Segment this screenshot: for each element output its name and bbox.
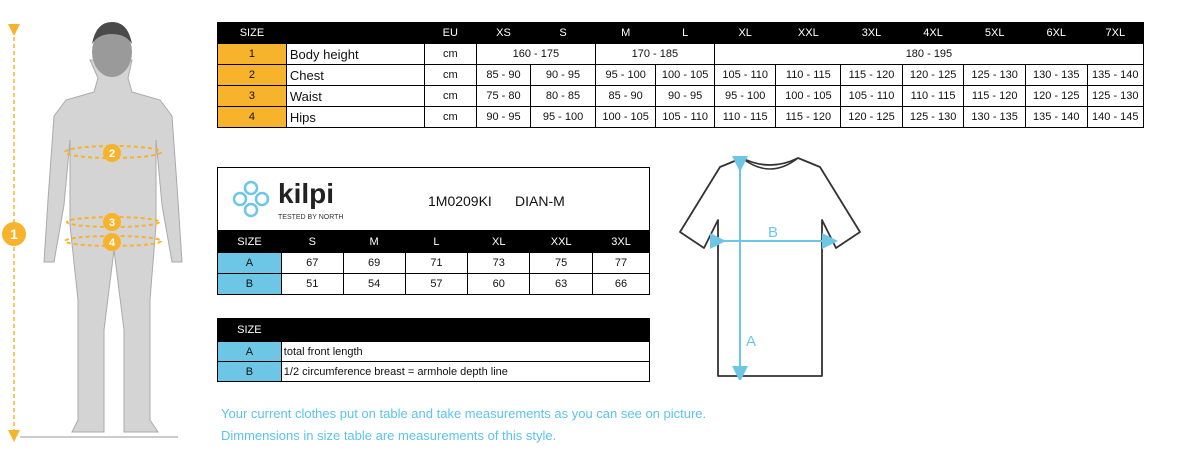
marker-4 [103,233,121,251]
legend-table-header [218,319,650,342]
cell: 85 - 90 [476,65,530,86]
tshirt-diagram [670,150,870,380]
cell: 105 - 110 [841,86,903,107]
body-figure [0,0,200,466]
row-unit: cm [424,107,476,128]
cell: 115 - 120 [964,86,1026,107]
header-3xl: 3XL [841,23,903,44]
cell: 115 - 120 [841,65,903,86]
cell: 140 - 145 [1087,107,1143,128]
cell: 130 - 135 [1025,65,1087,86]
row-unit: cm [424,44,476,65]
table-row-body-height [218,44,1144,65]
spec-table-header [218,232,650,253]
row-unit: cm [424,65,476,86]
marker-3 [103,213,121,231]
product-code: 1M0209KI [428,193,492,209]
cell: 100 - 105 [595,107,656,128]
header-5xl: 5XL [964,23,1026,44]
size-table [217,22,1144,128]
legend-row-b [218,362,650,382]
cell: 135 - 140 [1025,107,1087,128]
cell: 95 - 100 [595,65,656,86]
cell: 135 - 140 [1087,65,1143,86]
header-blank [286,23,424,44]
spec-table [217,231,650,295]
note-line-2: Dimmensions in size table are measurements of this style. [221,428,557,443]
svg-text:3: 3 [108,217,116,229]
row-label: Hips [286,107,424,128]
cell: 110 - 115 [776,65,841,86]
row-text: total front length [281,342,649,362]
header-l: L [656,23,714,44]
cell: 60 [468,274,530,295]
cell: 170 - 185 [595,44,714,65]
table-row-waist [218,86,1144,107]
header-7xl: 7XL [1087,23,1143,44]
row-unit: cm [424,86,476,107]
cell: 90 - 95 [531,65,596,86]
row-key: A [218,342,282,362]
cell: 120 - 125 [902,65,964,86]
header-6xl: 6XL [1025,23,1087,44]
row-number: 3 [218,86,287,107]
row-label: Chest [286,65,424,86]
cell: 77 [593,253,650,274]
header-4xl: 4XL [902,23,964,44]
header-size: SIZE [218,319,282,342]
row-key: A [218,253,282,274]
header-l: L [405,232,468,253]
row-text: 1/2 circumference breast = armhole depth line [281,362,649,382]
cell: 115 - 120 [776,107,841,128]
row-key: B [218,274,282,295]
header-xl: XL [468,232,530,253]
cell: 95 - 100 [714,86,776,107]
cell: 95 - 100 [531,107,596,128]
cell: 125 - 130 [964,65,1026,86]
cell: 80 - 85 [531,86,596,107]
svg-text:4: 4 [108,237,116,249]
cell: 105 - 110 [714,65,776,86]
brand-name: kilpi [278,178,335,209]
legend-table [217,318,650,382]
header-xl: XL [714,23,776,44]
cell: 110 - 115 [714,107,776,128]
cell: 100 - 105 [656,65,714,86]
cell: 73 [468,253,530,274]
cell: 63 [530,274,593,295]
product-header [217,167,650,231]
table-row-hips [218,107,1144,128]
cell: 120 - 125 [1025,86,1087,107]
header-size: SIZE [218,232,282,253]
row-number: 4 [218,107,287,128]
header-xs: XS [476,23,530,44]
header-xxl: XXL [530,232,593,253]
header-m: M [343,232,405,253]
header-blank [281,319,649,342]
size-table-header [218,23,1144,44]
cell: 105 - 110 [656,107,714,128]
brand-tagline: TESTED BY NORTH [278,214,344,221]
svg-text:1: 1 [10,226,18,242]
cell: 66 [593,274,650,295]
cell: 125 - 130 [902,107,964,128]
cell: 57 [405,274,468,295]
svg-text:2: 2 [108,148,116,160]
marker-1 [2,222,26,246]
cell: 100 - 105 [776,86,841,107]
cell: 180 - 195 [714,44,1143,65]
head [92,22,132,77]
note-line-1: Your current clothes put on table and take measurements as you can see on picture. [221,406,707,421]
cell: 67 [281,253,343,274]
kilpi-logo-icon [230,178,272,220]
cell: 90 - 95 [656,86,714,107]
header-m: M [595,23,656,44]
cell: 125 - 130 [1087,86,1143,107]
table-row-chest [218,65,1144,86]
marker-2 [103,144,121,162]
cell: 71 [405,253,468,274]
legend-row-a [218,342,650,362]
label-b: B [768,224,779,241]
cell: 51 [281,274,343,295]
header-s: S [531,23,596,44]
row-number: 1 [218,44,287,65]
header-s: S [281,232,343,253]
tshirt-outline [680,158,860,376]
cell: 75 [530,253,593,274]
header-xxl: XXL [776,23,841,44]
cell: 54 [343,274,405,295]
cell: 69 [343,253,405,274]
row-label: Body height [286,44,424,65]
table-row-b [218,274,650,295]
header-3xl: 3XL [593,232,650,253]
cell: 75 - 80 [476,86,530,107]
cell: 85 - 90 [595,86,656,107]
cell: 120 - 125 [841,107,903,128]
cell: 160 - 175 [476,44,595,65]
row-key: B [218,362,282,382]
row-label: Waist [286,86,424,107]
label-a: A [746,333,757,350]
product-name: DIAN-M [515,193,565,209]
cell: 130 - 135 [964,107,1026,128]
row-number: 2 [218,65,287,86]
table-row-a [218,253,650,274]
header-eu: EU [424,23,476,44]
header-size: SIZE [218,23,287,44]
cell: 110 - 115 [902,86,964,107]
cell: 90 - 95 [476,107,530,128]
